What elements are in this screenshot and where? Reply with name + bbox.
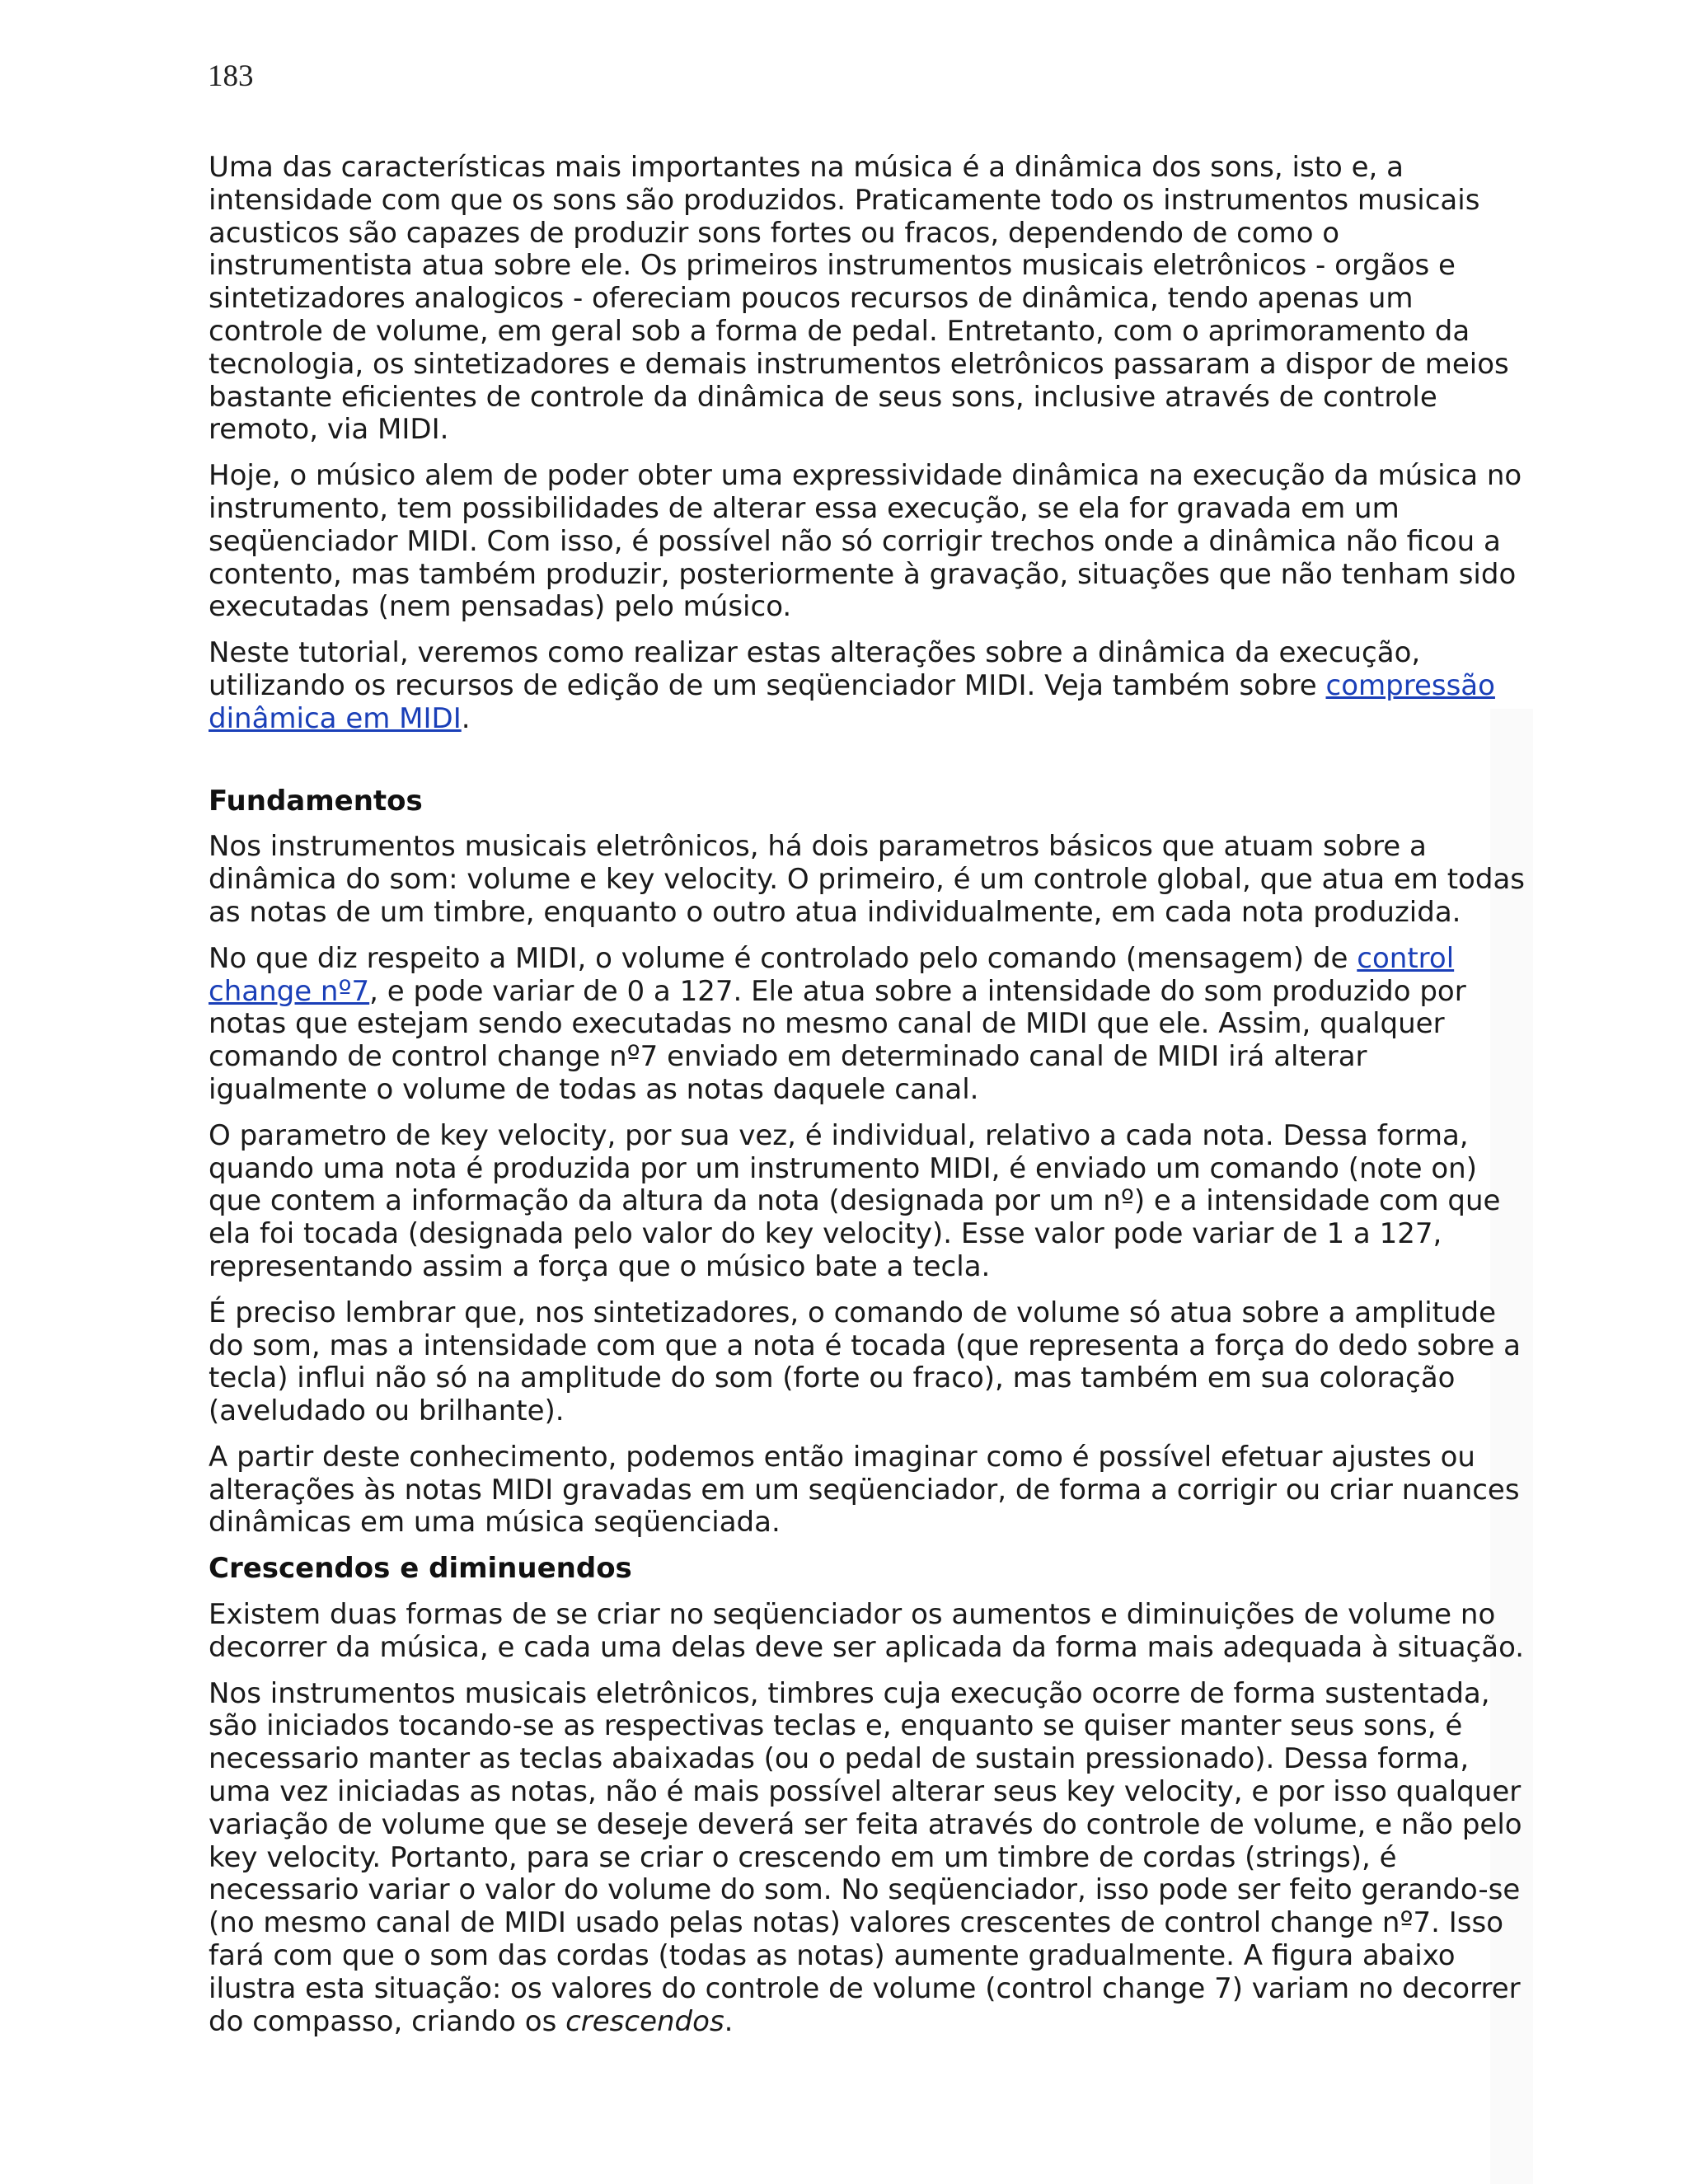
fundamentos-paragraph-2-text: No que diz respeito a MIDI, o volume é controlado pelo comando (mensagem) de [209,941,1357,975]
intro-paragraph-3 [209,637,1527,735]
intro-paragraph-3-end: . [461,701,471,735]
crescendos-paragraph-2-end: . [724,2004,734,2038]
section-heading-fundamentos: Fundamentos [209,784,423,818]
document-body [209,152,1527,2051]
compressao-dinamica-link[interactable]: compressão dinâmica em MIDI [209,668,1495,735]
crescendos-paragraph-2 [209,1678,1527,2039]
fundamentos-paragraph-3: O parametro de key velocity, por sua vez, é individual, relativo a cada nota. Dessa forma, quando uma nota é produzida por um instrumento MIDI, é enviado um comando (note on) que contem a informação da altura da nota (designada por um nº) e a intensidade com que ela foi tocada (designada pelo valor do key velocity). Esse valor pode variar de 1 a 127, representando assim a força que o músico bate a tecla. [209,1118,1501,1283]
crescendos-emphasis: crescendos [565,2004,724,2038]
fundamentos-paragraph-2 [209,943,1527,1107]
fundamentos-paragraph-1: Nos instrumentos musicais eletrônicos, há dois parametros básicos que atuam sobre a dinâmica do som: volume e key velocity. O primeiro, é um controle global, que atua em todas as notas de um timbre, enquanto o outro atua individualmente, em cada nota produzida. [209,830,1525,929]
crescendos-paragraph-1: Existem duas formas de se criar no seqüenciador os aumentos e diminuições de volume no decorrer da música, e cada uma delas deve ser aplicada da forma mais adequada à situação. [209,1598,1525,1664]
intro-paragraph-1: Uma das características mais importantes na música é a dinâmica dos sons, isto e, a intensidade com que os sons são produzidos. Praticamente todo os instrumentos musicais acusticos são capazes de produzir sons fortes ou fracos, dependendo de como o instrumentista atua sobre ele. Os primeiros instrumentos musicais eletrônicos - orgãos e sintetizadores analogicos - ofereciam poucos recursos de dinâmica, tendo apenas um controle de volume, em geral sob a forma de pedal. Entretanto, com o aprimoramento da tecnologia, os sintetizadores e demais instrumentos eletrônicos passaram a dispor de meios bastante eficientes de controle da dinâmica de seus sons, inclusive através de controle remoto, via MIDI. [209,151,1509,447]
section-heading-crescendos: Crescendos e diminuendos [209,1552,632,1586]
intro-paragraph-2: Hoje, o músico alem de poder obter uma expressividade dinâmica na execução da música no instrumento, tem possibilidades de alterar essa execução, se ela for gravada em um seqüenciador MIDI. Com isso, é possível não só corrigir trechos onde a dinâmica não ficou a contento, mas também produzir, posteriormente à gravação, situações que não tenham sido executadas (nem pensadas) pelo músico. [209,459,1522,624]
fundamentos-paragraph-4: É preciso lembrar que, nos sintetizadores, o comando de volume só atua sobre a amplitude do som, mas a intensidade com que a nota é tocada (que representa a força do dedo sobre a tecla) influi não só na amplitude do som (forte ou fraco), mas também em sua coloração (aveludado ou brilhante). [209,1296,1522,1428]
crescendos-paragraph-2-text: Nos instrumentos musicais eletrônicos, timbres cuja execução ocorre de forma sustentada, são iniciados tocando-se as respectivas teclas e, enquanto se quiser manter seus sons, é necessario manter as teclas abaixadas (ou o pedal de sustain pressionado). Dessa forma, uma vez iniciadas as notas, não é mais possível alterar seus key velocity, e por isso qualquer variação de volume que se deseje deverá ser feita através do controle de volume, e não pelo key velocity. Portanto, para se criar o crescendo em um timbre de cordas (strings), é necessario variar o valor do volume do som. No seqüenciador, isso pode ser feito gerando-se (no mesmo canal de MIDI usado pelas notas) valores crescentes de control change nº7. Isso fará com que o som das cordas (todas as notas) aumente gradualmente. A figura abaixo ilustra esta situação: os valores do controle de volume (control change 7) variam no decorrer do compasso, criando os [209,1676,1522,2038]
fundamentos-paragraph-2-rest: , e pode variar de 0 a 127. Ele atua sobre a intensidade do som produzido por notas que estejam sendo executadas no mesmo canal de MIDI que ele. Assim, qualquer comando de control change nº7 enviado em determinado canal de MIDI irá alterar igualmente o volume de todas as notas daquele canal. [209,974,1466,1106]
page-number: 183 [208,59,254,93]
fundamentos-paragraph-5: A partir deste conhecimento, podemos então imaginar como é possível efetuar ajustes ou alterações às notas MIDI gravadas em um seqüenciador, de forma a corrigir ou criar nuances dinâmicas em uma música seqüenciada. [209,1440,1520,1540]
control-change-link[interactable]: control change nº7 [209,941,1455,1008]
intro-paragraph-3-text: Neste tutorial, veremos como realizar estas alterações sobre a dinâmica da execução, utilizando os recursos de edição de um seqüenciador MIDI. Veja também sobre [209,636,1421,702]
